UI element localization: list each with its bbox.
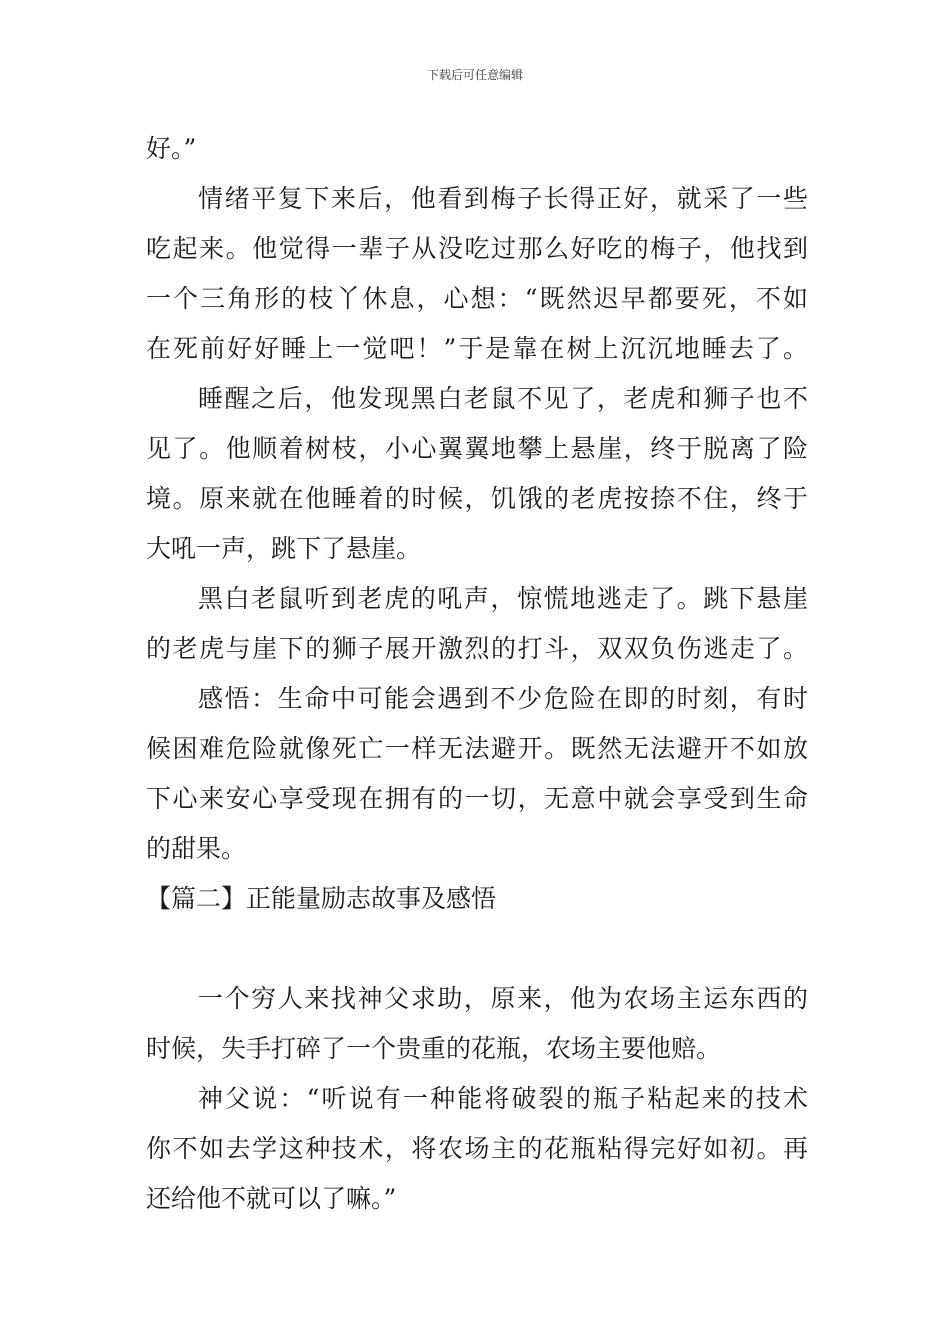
text-line: 情绪平复下来后，他看到梅子长得正好，就采了一些 xyxy=(198,184,808,213)
text-line: 时候，失手打碎了一个贵重的花瓶，农场主要他赔。 xyxy=(146,1034,722,1063)
text-line: 境。原来就在他睡着的时候，饥饿的老虎按捺不住，终于 xyxy=(146,484,808,513)
text-line: 你不如去学这种技术，将农场主的花瓶粘得完好如初。再 xyxy=(146,1134,808,1163)
text-line: 好。” xyxy=(146,134,197,163)
text-line: 大吼一声，跳下了悬崖。 xyxy=(146,534,422,563)
text-line: 一个三角形的枝丫休息，心想：“既然迟早都要死，不如 xyxy=(146,284,808,313)
text-line: 在死前好好睡上一觉吧！”于是靠在树上沉沉地睡去了。 xyxy=(146,334,808,363)
text-line: 的老虎与崖下的狮子展开激烈的打斗，双双负伤逃走了。 xyxy=(146,634,808,663)
text-line: 黑白老鼠听到老虎的吼声，惊慌地逃走了。跳下悬崖 xyxy=(198,584,808,613)
text-line: 下心来安心享受现在拥有的一切，无意中就会享受到生命 xyxy=(146,784,808,813)
document-body xyxy=(146,124,808,1224)
section-heading: 【篇二】正能量励志故事及感悟 xyxy=(146,884,497,913)
blank-line xyxy=(146,924,808,974)
text-line: 的甜果。 xyxy=(146,834,247,863)
page-header-note: 下载后可任意编辑 xyxy=(426,68,523,82)
text-line: 见了。他顺着树枝，小心翼翼地攀上悬崖，终于脱离了险 xyxy=(146,434,808,463)
text-line: 一个穷人来找神父求助，原来，他为农场主运东西的 xyxy=(198,984,808,1013)
text-line: 感悟：生命中可能会遇到不少危险在即的时刻，有时 xyxy=(198,684,808,713)
text-line: 候困难危险就像死亡一样无法避开。既然无法避开不如放 xyxy=(146,734,808,763)
text-line: 还给他不就可以了嘛。” xyxy=(146,1184,397,1213)
text-line: 神父说：“听说有一种能将破裂的瓶子粘起来的技术 xyxy=(198,1084,808,1113)
text-line: 吃起来。他觉得一辈子从没吃过那么好吃的梅子，他找到 xyxy=(146,234,808,263)
text-line: 睡醒之后，他发现黑白老鼠不见了，老虎和狮子也不 xyxy=(198,384,808,413)
